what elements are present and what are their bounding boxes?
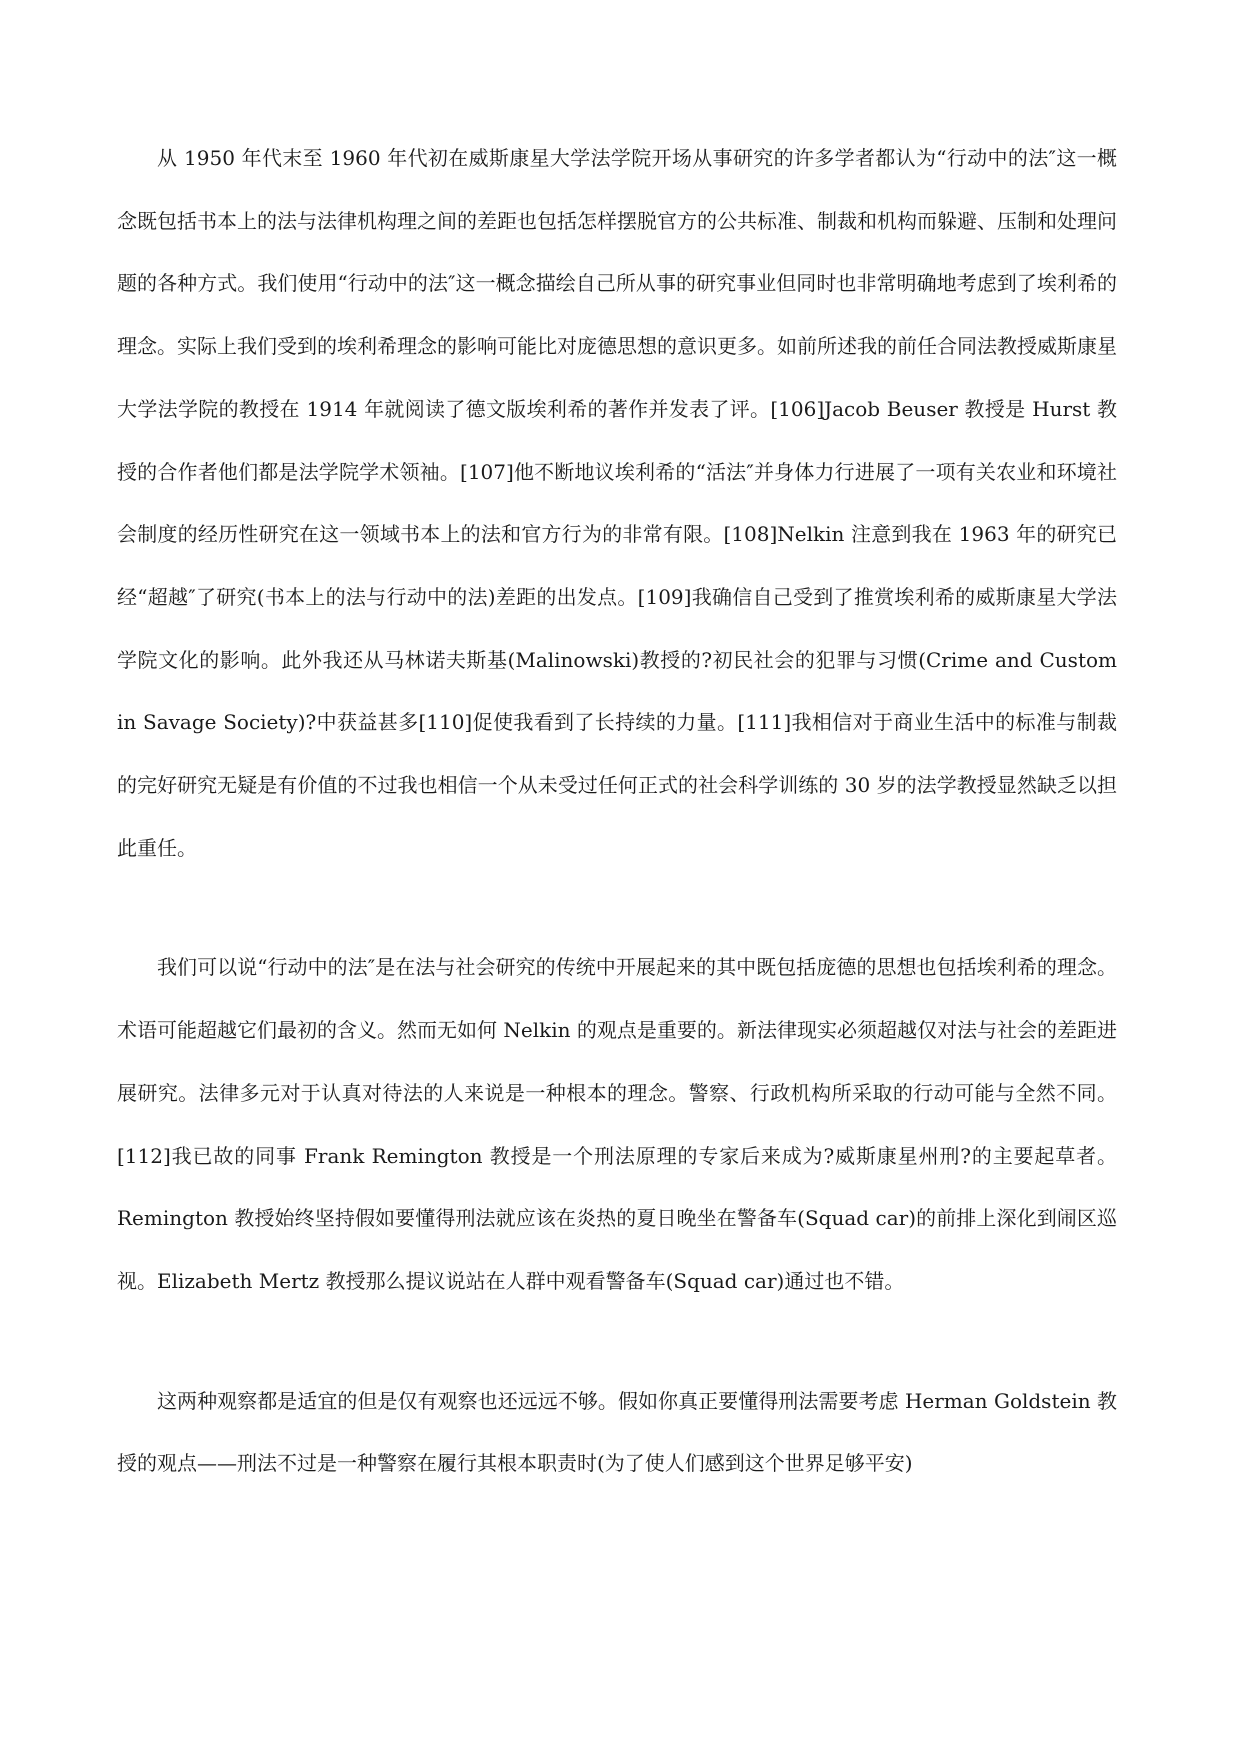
document-page	[117, 127, 1117, 1495]
paragraph-3: 这两种观察都是适宜的但是仅有观察也还远远不够。假如你真正要懂得刑法需要考虑 Herman Goldstein 教授的观点——刑法不过是一种警察在履行其根本职责时(为了使人们感到这个世界足够平安)	[117, 1388, 1117, 1476]
paragraph-gap	[117, 879, 1117, 936]
paragraph-gap	[117, 1313, 1117, 1370]
paragraph-1: 从 1950 年代末至 1960 年代初在威斯康星大学法学院开场从事研究的许多学者都认为“行动中的法″这一概念既包括书本上的法与法律机构理之间的差距也包括怎样摆脱官方的公共标准、制裁和机构而躲避、压制和处理问题的各种方式。我们使用“行动中的法″这一概念描绘自己所从事的研究事业但同时也非常明确地考虑到了埃利希的理念。实际上我们受到的埃利希理念的影响可能比对庞德思想的意识更多。如前所述我的前任合同法教授威斯康星大学法学院的教授在 1914 年就阅读了德文版埃利希的著作并发表了评。[106]Jacob Beuser 教授是 Hurst 教授的合作者他们都是法学院学术领袖。[107]他不断地议埃利希的“活法″并身体力行进展了一项有关农业和环境社会制度的经历性研究在这一领域书本上的法和官方行为的非常有限。[108]Nelkin 注意到我在 1963 年的研究已经“超越″了研究(书本上的法与行动中的法)差距的出发点。[109]我确信自己受到了推赏埃利希的威斯康星大学法学院文化的影响。此外我还从马林诺夫斯基(Malinowski)教授的?初民社会的犯罪与习惯(Crime and Custom in Savage Society)?中获益甚多[110]促使我看到了长持续的力量。[111]我相信对于商业生活中的标准与制裁的完好研究无疑是有价值的不过我也相信一个从未受过任何正式的社会科学训练的 30 岁的法学教授显然缺乏以担此重任。	[117, 146, 1117, 860]
paragraph-2: 我们可以说“行动中的法″是在法与社会研究的传统中开展起来的其中既包括庞德的思想也包括埃利希的理念。术语可能超越它们最初的含义。然而无如何 Nelkin 的观点是重要的。新法律现实必须超越仅对法与社会的差距进展研究。法律多元对于认真对待法的人来说是一种根本的理念。警察、行政机构所采取的行动可能与全然不同。[112]我已故的同事 Frank Remington 教授是一个刑法原理的专家后来成为?威斯康星州刑?的主要起草者。Remington 教授始终坚持假如要懂得刑法就应该在炎热的夏日晚坐在警备车(Squad car)的前排上深化到闹区巡视。Elizabeth Mertz 教授那么提议说站在人群中观看警备车(Squad car)通过也不错。	[117, 955, 1117, 1293]
